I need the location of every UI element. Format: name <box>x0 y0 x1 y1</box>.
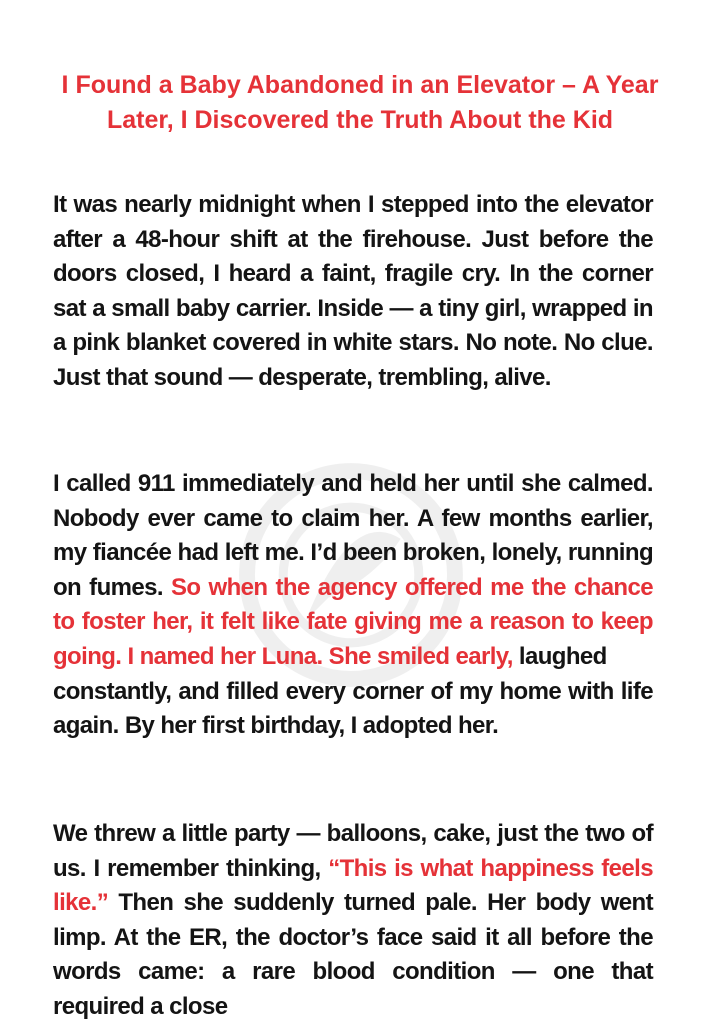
paragraph-1: It was nearly midnight when I stepped into the elevator after a 48-hour shift at the firehouse. Just before the doors closed, I heard a faint, fragile cry. In the corner sat a small baby carrier. Inside — a tiny girl, wrapped in a pink blanket covered in white stars. No note. No clue. Just that sound — desperate, trembling, alive. <box>53 191 653 391</box>
paragraph-2-highlight: So when the agency offered me the chance to foster her, it felt like fate giving me a reason to keep going. I named her Luna. She smiled early, <box>53 573 653 670</box>
paragraph-3-text: We threw a little party — balloons, cake, just the two of us. I remember thinking, <box>53 820 653 882</box>
paragraph-2-text: I called 911 immediately and held her until she calmed. Nobody ever came to claim her. A few months earlier, my fiancée had left me. I’d been broken, lonely, running on fumes. <box>53 470 653 601</box>
paragraph-2-tail: laughed <box>512 642 607 670</box>
paragraph-3-tail: Then she suddenly turned pale. Her body went limp. At the ER, the doctor’s face said it all before the words came: a rare blood condition — one that required a close <box>53 889 653 1020</box>
paragraph-2-continuation: constantly, and filled every corner of my home with life again. By her first birthday, I adopted her. <box>53 677 653 740</box>
paragraph-3-highlight: “This is what happiness feels like.” <box>53 854 653 917</box>
article-title: I Found a Baby Abandoned in an Elevator – A Year Later, I Discovered the Truth About the Kid <box>61 71 659 134</box>
paragraph-2 <box>53 467 653 744</box>
paragraph-3 <box>53 817 653 1025</box>
paragraph-2-first-part <box>53 467 653 675</box>
